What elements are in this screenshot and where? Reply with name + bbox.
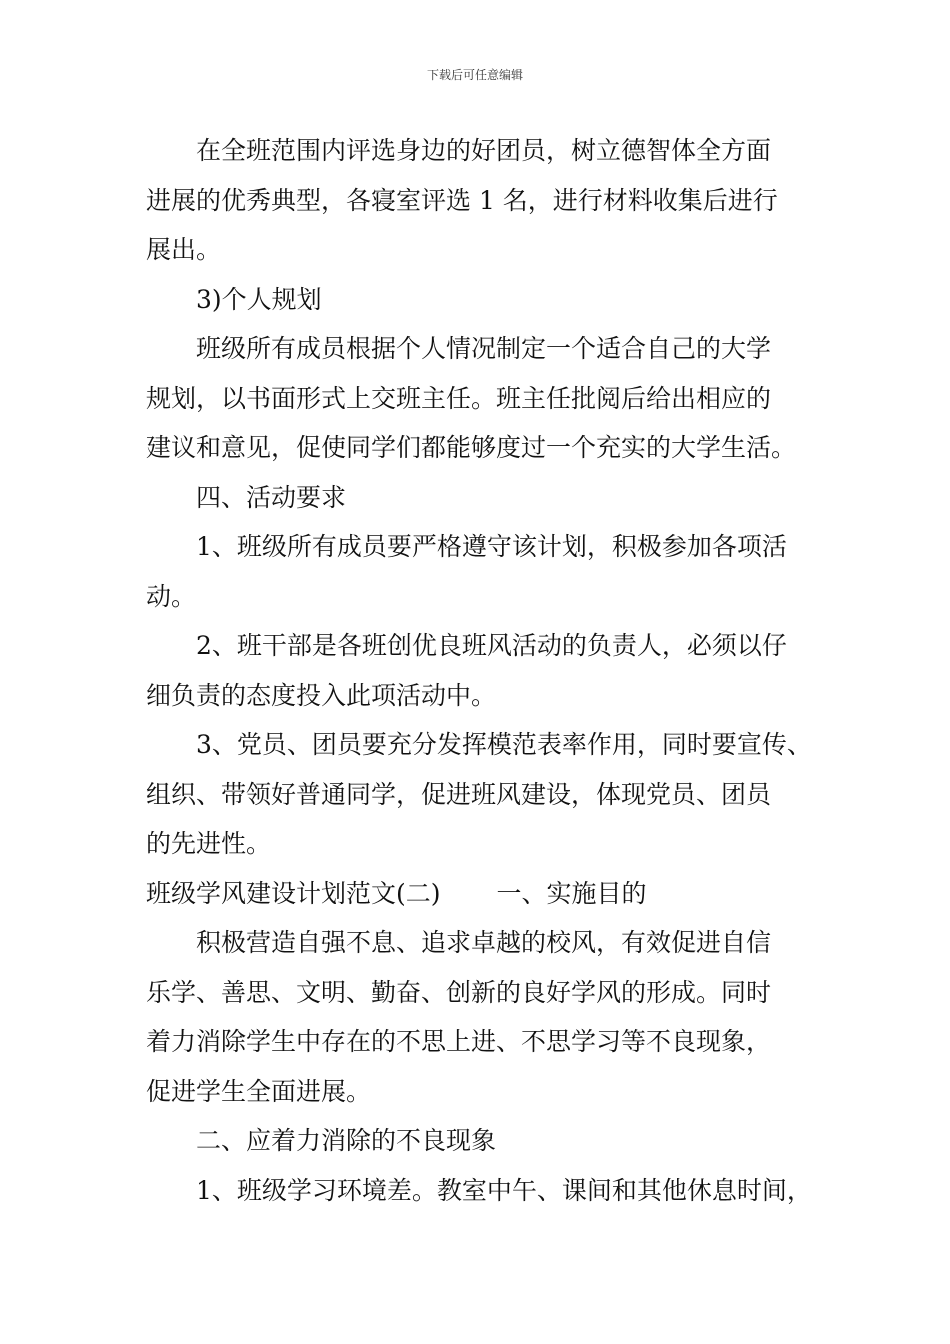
paragraph-line: 组织、带领好普通同学，促进班风建设，体现党员、团员 bbox=[146, 779, 772, 809]
paragraph-line: 动。 bbox=[146, 581, 197, 611]
section-title-line bbox=[146, 869, 836, 919]
paragraph-line: 促进学生全面进展。 bbox=[146, 1076, 372, 1106]
paragraph-line: 2、班干部是各班创优良班风活动的负责人，必须以仔 bbox=[196, 631, 787, 660]
paragraph-line: 建议和意见，促使同学们都能够度过一个充实的大学生活。 bbox=[146, 433, 797, 462]
heading-activity-requirements: 四、活动要求 bbox=[196, 482, 347, 512]
paragraph-line: 展出。 bbox=[146, 235, 222, 264]
paragraph-line: 进展的优秀典型，各寝室评选 1 名，进行材料收集后进行 bbox=[146, 185, 778, 215]
paragraph-line: 乐学、善思、文明、勤奋、创新的良好学风的形成。同时 bbox=[146, 977, 772, 1007]
paragraph-line: 在全班范围内评选身边的好团员，树立德智体全方面 bbox=[196, 136, 772, 165]
paragraph-line: 1、班级所有成员要严格遵守该计划，积极参加各项活 bbox=[196, 532, 787, 561]
subheading-personal-plan: 3)个人规划 bbox=[196, 284, 322, 314]
paragraph-line: 1、班级学习环境差。教室中午、课间和其他休息时间， bbox=[196, 1175, 812, 1205]
heading-bad-phenomena: 二、应着力消除的不良现象 bbox=[196, 1126, 497, 1155]
paragraph-line: 3、党员、团员要充分发挥模范表率作用，同时要宣传、 bbox=[196, 730, 812, 759]
paragraph-line: 细负责的态度投入此项活动中。 bbox=[146, 680, 497, 710]
paragraph-line: 规划，以书面形式上交班主任。班主任批阅后给出相应的 bbox=[146, 383, 772, 413]
section-title: 班级学风建设计划范文(二) bbox=[146, 878, 441, 908]
document-body bbox=[146, 126, 836, 1215]
section-first-heading: 一、实施目的 bbox=[496, 878, 647, 908]
paragraph-line: 积极营造自强不息、追求卓越的校风，有效促进自信 bbox=[196, 928, 772, 957]
page-header-note: 下载后可任意编辑 bbox=[426, 68, 523, 82]
paragraph-line: 着力消除学生中存在的不思上进、不思学习等不良现象， bbox=[146, 1027, 772, 1056]
paragraph-line: 班级所有成员根据个人情况制定一个适合自己的大学 bbox=[196, 334, 772, 363]
title-spacer bbox=[441, 869, 497, 919]
paragraph-line: 的先进性。 bbox=[146, 829, 272, 858]
